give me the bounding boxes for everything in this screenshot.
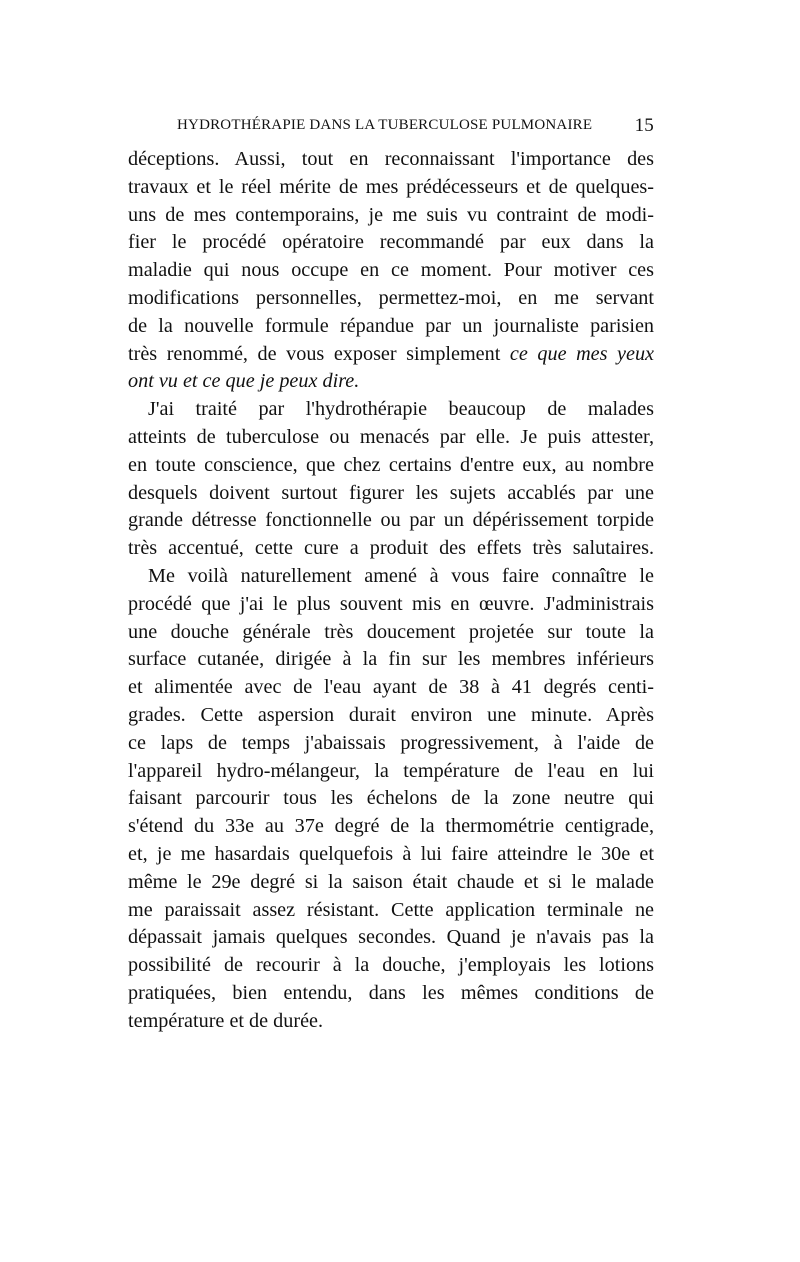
italic-segment: ont vu et ce que je peux dire. [128, 370, 360, 393]
italic-segment: ce que mes yeux [509, 342, 655, 365]
text-line: très accentué, cette cure a produit des effets très salutaires. [128, 537, 654, 560]
text-line: ce laps de temps j'abaissais progressivement, à l'aide de [128, 731, 654, 754]
text-line: pratiquées, bien entendu, dans les mêmes conditions de [128, 981, 654, 1004]
text-line: grades. Cette aspersion durait environ une minute. Après [128, 703, 654, 726]
text-line: température et de durée. [128, 1009, 324, 1032]
text-line-with-italic [128, 341, 654, 369]
text-line: déceptions. Aussi, tout en reconnaissant l'importance des [128, 148, 654, 170]
text-line: me paraissait assez résistant. Cette application terminale ne [128, 898, 654, 921]
text-line: dépassait jamais quelques secondes. Quand je n'avais pas la [128, 926, 654, 949]
text-segment: très renommé, de vous exposer simplement [128, 342, 501, 365]
body-text [128, 146, 654, 1036]
text-line: l'appareil hydro-mélangeur, la température de l'eau en lui [128, 759, 654, 782]
text-line: modifications personnelles, permettez-moi, en me servant [128, 286, 654, 309]
text-line: grande détresse fonctionnelle ou par un dépérissement torpide [128, 509, 654, 532]
text-line: s'étend du 33e au 37e degré de la thermométrie centigrade, [128, 815, 654, 838]
text-line: travaux et le réel mérite de mes prédécesseurs et de quelques- [128, 175, 654, 198]
text-line: atteints de tuberculose ou menacés par elle. Je puis attester, [128, 425, 654, 448]
text-line: possibilité de recourir à la douche, j'employais les lotions [128, 954, 654, 977]
text-line: en toute conscience, que chez certains d'entre eux, au nombre [128, 453, 654, 476]
text-line: même le 29e degré si la saison était chaude et si le malade [128, 870, 654, 893]
text-line: procédé que j'ai le plus souvent mis en œuvre. J'administrais [128, 592, 654, 615]
running-head [177, 117, 654, 141]
text-line: et alimentée avec de l'eau ayant de 38 à 41 degrés centi- [128, 676, 654, 699]
text-line: maladie qui nous occupe en ce moment. Pour motiver ces [128, 259, 654, 282]
text-line: desquels doivent surtout figurer les sujets accablés par une [128, 481, 654, 504]
text-line: fier le procédé opératoire recommandé par eux dans la [128, 231, 654, 254]
running-title: HYDROTHÉRAPIE DANS LA TUBERCULOSE PULMONAIRE [177, 117, 593, 133]
text-line: une douche générale très doucement projetée sur toute la [128, 620, 654, 643]
text-line: uns de mes contemporains, je me suis vu contraint de modi- [128, 203, 654, 226]
paragraph-start-line: Me voilà naturellement amené à vous faire connaître le [148, 564, 654, 587]
text-line: surface cutanée, dirigée à la fin sur les membres inférieurs [128, 648, 654, 671]
paragraph-start-line: J'ai traité par l'hydrothérapie beaucoup de malades [148, 398, 654, 421]
text-line: et, je me hasardais quelquefois à lui faire atteindre le 30e et [128, 842, 654, 865]
text-line: faisant parcourir tous les échelons de la zone neutre qui [128, 787, 654, 810]
page-number: 15 [634, 115, 654, 136]
text-line: de la nouvelle formule répandue par un journaliste parisien [128, 314, 654, 337]
italic-line [128, 368, 654, 396]
